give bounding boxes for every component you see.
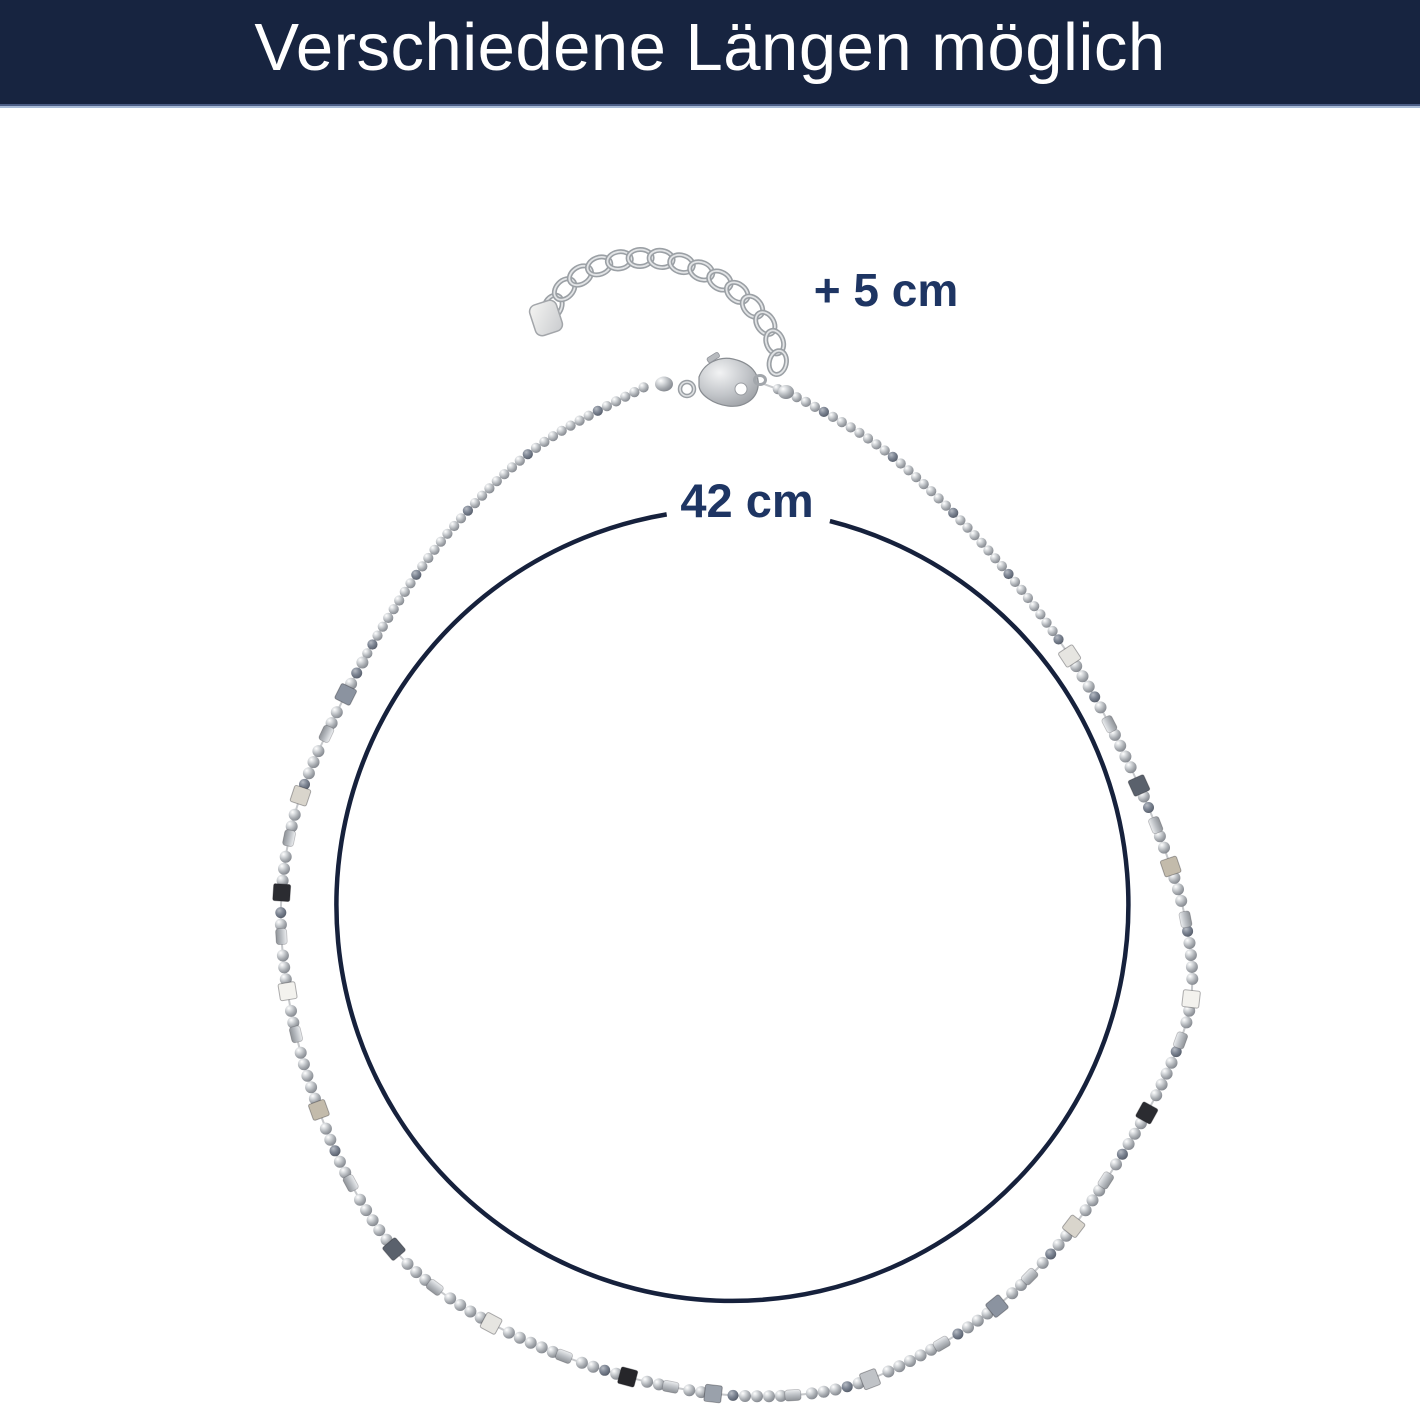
banner-title: Verschiedene Längen möglich [254, 9, 1166, 85]
length-label: 42 cm [680, 474, 814, 527]
necklace-illustration [273, 249, 1201, 1403]
extension-label: + 5 cm [813, 264, 959, 316]
extension-chain-icon [528, 249, 789, 376]
bead-strand [273, 382, 1201, 1403]
diameter-circle [336, 514, 1128, 1301]
lobster-clasp-icon [655, 352, 794, 407]
chain-tag [528, 298, 565, 337]
